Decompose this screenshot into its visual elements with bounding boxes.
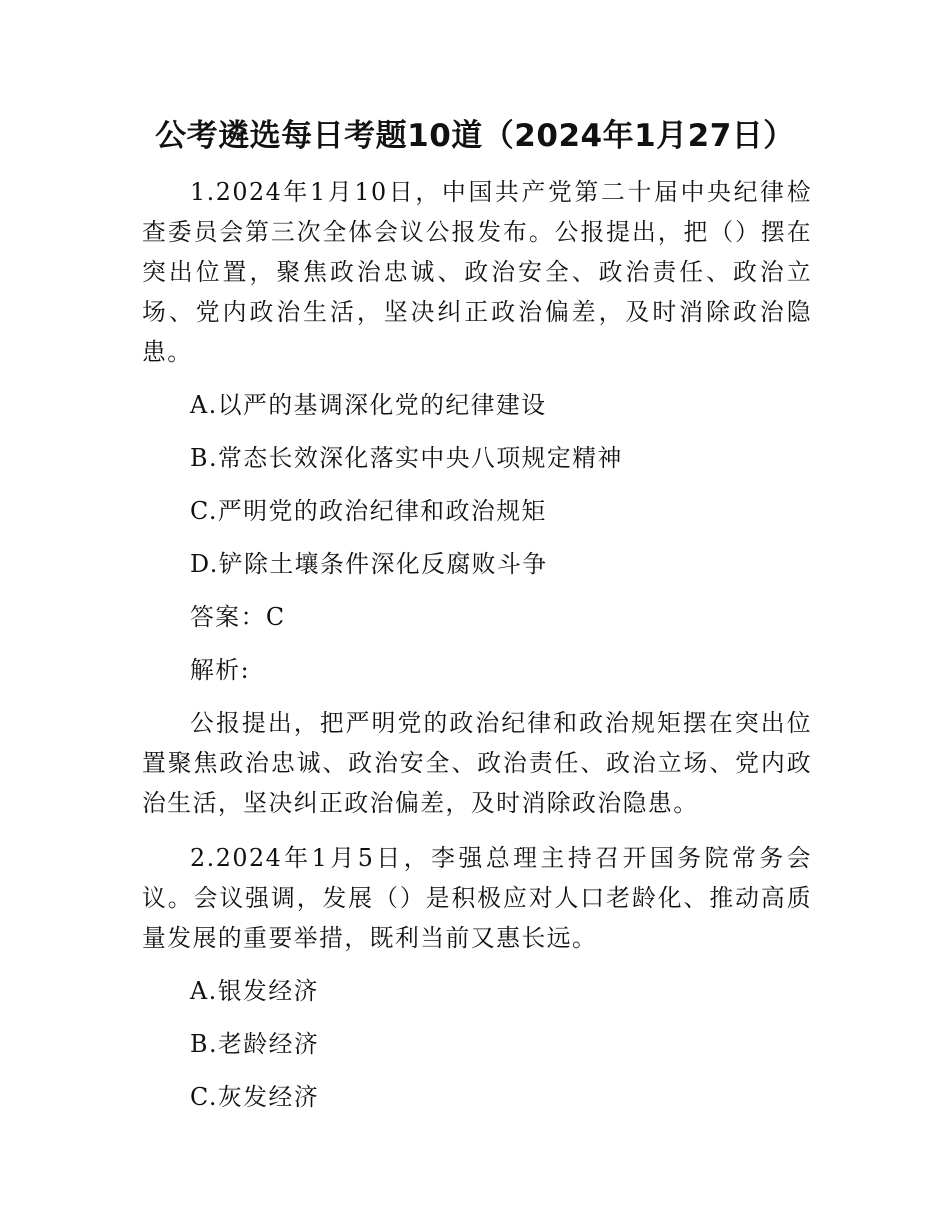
question-1-option-d: D.铲除土壤条件深化反腐败斗争 (190, 550, 548, 578)
question-1-option-b: B.常态长效深化落实中央八项规定精神 (190, 444, 623, 472)
question-1-analysis: 公报提出，把严明党的政治纪律和政治规矩摆在突出位置聚焦政治忠诚、政治安全、政治责任、政治立场、党内政治生活，坚决纠正政治偏差，及时消除政治隐患。 (142, 709, 812, 817)
question-1-option-c: C.严明党的政治纪律和政治规矩 (190, 497, 547, 525)
question-2-stem: 2.2024年1月5日，李强总理主持召开国务院常务会议。会议强调，发展（）是积极应对人口老龄化、推动高质量发展的重要举措，既利当前又惠长远。 (142, 844, 812, 952)
document-body (142, 172, 812, 1117)
question-2-option-b: B.老龄经济 (190, 1030, 320, 1058)
question-1-analysis-label: 解析: (190, 656, 251, 684)
question-1-answer: 答案：C (190, 603, 286, 631)
question-2-option-a: A.银发经济 (190, 977, 319, 1005)
page-title: 公考遴选每日考题10道（2024年1月27日） (155, 118, 795, 154)
question-2-option-c: C.灰发经济 (190, 1083, 320, 1111)
question-1-option-a: A.以严的基调深化党的纪律建设 (190, 391, 547, 419)
question-1-stem: 1.2024年1月10日，中国共产党第二十届中央纪律检查委员会第三次全体会议公报发布。公报提出，把（）摆在突出位置，聚焦政治忠诚、政治安全、政治责任、政治立场、党内政治生活，坚决纠正政治偏差，及时消除政治隐患。 (142, 178, 812, 366)
